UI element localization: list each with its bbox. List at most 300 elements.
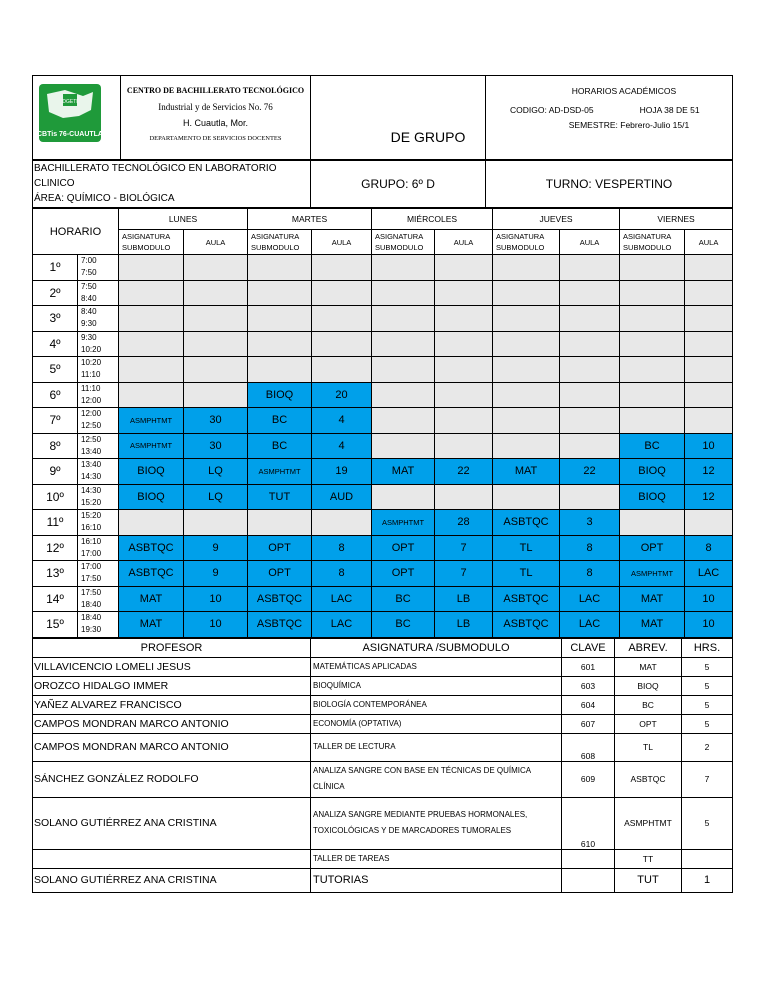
shift-label: TURNO: VESPERTINO: [486, 161, 733, 208]
teacher-row: [33, 695, 733, 714]
subject-name: ANALIZA SANGRE CON BASE EN TÉCNICAS DE QUÍMICA CLÍNICA: [311, 761, 562, 797]
end-time: 9:30: [81, 319, 97, 329]
teacher-name: SÁNCHEZ GONZÁLEZ RODOLFO: [33, 761, 311, 797]
room-cell: [685, 357, 733, 383]
institution-line2: Industrial y de Servicios No. 76: [158, 102, 273, 112]
room-cell: 20: [312, 382, 372, 408]
submodule-label: SUBMODULO: [623, 243, 672, 252]
subject-cell: OPT: [372, 561, 435, 587]
room-cell: [184, 382, 248, 408]
subject-cell: [248, 255, 312, 281]
subject-cell: TUT: [248, 484, 312, 510]
start-time: 7:50: [81, 281, 97, 291]
period-number: 15º: [33, 612, 78, 638]
subject-cell: [620, 382, 685, 408]
room-cell: [560, 433, 620, 459]
end-time: 11:10: [81, 370, 101, 380]
day-header-lunes: LUNES: [119, 209, 248, 230]
subject-name: BIOLOGÍA CONTEMPORÁNEA: [311, 695, 562, 714]
room-cell: [435, 280, 493, 306]
subject-cell: MAT: [372, 459, 435, 485]
start-time: 15:20: [81, 511, 102, 521]
start-time: 12:50: [81, 434, 102, 444]
subject-cell: [372, 408, 435, 434]
teacher-row: [33, 868, 733, 892]
subject-cell: BC: [248, 433, 312, 459]
end-time: 15:20: [81, 497, 102, 507]
room-cell: 12: [685, 459, 733, 485]
schedule-row: [33, 306, 733, 332]
period-number: 8º: [33, 433, 78, 459]
teacher-row: [33, 676, 733, 695]
subject-abbrev: OPT: [615, 714, 682, 733]
profesor-header: PROFESOR: [33, 638, 311, 657]
subject-cell: BC: [372, 612, 435, 638]
teacher-row: [33, 761, 733, 797]
room-cell: [560, 408, 620, 434]
room-cell: 8: [685, 535, 733, 561]
teacher-name: CAMPOS MONDRAN MARCO ANTONIO: [33, 733, 311, 761]
subject-cell: ASBTQC: [493, 510, 560, 536]
subject-name: TALLER DE LECTURA: [311, 733, 562, 761]
subject-cell: [493, 331, 560, 357]
subject-cell: ASMPHTMT: [119, 408, 184, 434]
teacher-name: VILLAVICENCIO LOMELI JESUS: [33, 657, 311, 676]
subject-key: 603: [562, 676, 615, 695]
subject-cell: [119, 331, 184, 357]
room-cell: 10: [685, 612, 733, 638]
subject-label: ASIGNATURA: [122, 232, 171, 241]
horario-header: HORARIO: [33, 209, 119, 255]
subject-cell: [620, 510, 685, 536]
subject-col-header: [119, 230, 184, 255]
program-info: [33, 161, 311, 208]
room-cell: [435, 255, 493, 281]
schedule-row: [33, 280, 733, 306]
subject-key: 610: [562, 797, 615, 849]
logo-text: CBTis 76-CUAUTLA: [37, 131, 103, 138]
period-number: 5º: [33, 357, 78, 383]
room-cell: [560, 382, 620, 408]
room-cell: LB: [435, 586, 493, 612]
period-number: 3º: [33, 306, 78, 332]
period-number: 6º: [33, 382, 78, 408]
subject-cell: [493, 484, 560, 510]
room-cell: LB: [435, 612, 493, 638]
room-cell: [312, 510, 372, 536]
period-number: 13º: [33, 561, 78, 587]
room-cell: [184, 510, 248, 536]
subject-key: 609: [562, 761, 615, 797]
room-cell: LQ: [184, 484, 248, 510]
room-cell: [435, 408, 493, 434]
schedule-row: [33, 561, 733, 587]
subject-cell: ASBTQC: [248, 612, 312, 638]
start-time: 17:50: [81, 587, 102, 597]
end-time: 10:20: [81, 344, 102, 354]
aula-col-header: AULA: [560, 230, 620, 255]
period-time: [78, 586, 119, 612]
subject-col-header: [372, 230, 435, 255]
room-cell: 28: [435, 510, 493, 536]
day-header-miercoles: MIÉRCOLES: [372, 209, 493, 230]
end-time: 8:40: [81, 293, 97, 303]
period-number: 11º: [33, 510, 78, 536]
teacher-row: [33, 797, 733, 849]
subject-hours: 1: [682, 868, 733, 892]
room-cell: 10: [685, 586, 733, 612]
period-time: [78, 510, 119, 536]
period-time: [78, 280, 119, 306]
teachers-body: [33, 657, 733, 892]
period-time: [78, 331, 119, 357]
subject-cell: OPT: [620, 535, 685, 561]
subject-cell: [620, 357, 685, 383]
subject-label: ASIGNATURA: [251, 232, 300, 241]
day-header-jueves: JUEVES: [493, 209, 620, 230]
submodule-label: SUBMODULO: [375, 243, 424, 252]
room-cell: [312, 357, 372, 383]
subject-cell: BC: [248, 408, 312, 434]
submodule-label: SUBMODULO: [251, 243, 300, 252]
aula-col-header: AULA: [312, 230, 372, 255]
room-cell: [435, 433, 493, 459]
logo-cell: [33, 76, 121, 160]
subject-name: ANALIZA SANGRE MEDIANTE PRUEBAS HORMONALES, TOXICOLÓGICAS Y DE MARCADORES TUMORALES: [311, 797, 562, 849]
start-time: 8:40: [81, 307, 97, 317]
aula-col-header: AULA: [184, 230, 248, 255]
teacher-name: SOLANO GUTIÉRREZ ANA CRISTINA: [33, 868, 311, 892]
abrev-header: ABREV.: [615, 638, 682, 657]
subject-cell: BIOQ: [248, 382, 312, 408]
subject-abbrev: BC: [615, 695, 682, 714]
room-cell: [184, 255, 248, 281]
day-header-viernes: VIERNES: [620, 209, 733, 230]
subject-cell: [248, 280, 312, 306]
room-cell: 4: [312, 433, 372, 459]
subject-cell: TL: [493, 535, 560, 561]
subject-cell: [372, 331, 435, 357]
room-cell: [685, 382, 733, 408]
period-number: 10º: [33, 484, 78, 510]
hrs-header: HRS.: [682, 638, 733, 657]
teacher-name: [33, 849, 311, 868]
subject-col-header: [620, 230, 685, 255]
subject-cell: [493, 357, 560, 383]
schedule-row: [33, 510, 733, 536]
subject-key: 601: [562, 657, 615, 676]
start-time: 7:00: [81, 256, 97, 266]
subject-cell: [372, 484, 435, 510]
period-time: [78, 484, 119, 510]
subject-cell: [493, 280, 560, 306]
subject-name: MATEMÁTICAS APLICADAS: [311, 657, 562, 676]
period-number: 12º: [33, 535, 78, 561]
room-cell: [184, 306, 248, 332]
schedule-row: [33, 459, 733, 485]
start-time: 10:20: [81, 358, 102, 368]
schedule-row: [33, 433, 733, 459]
room-cell: 10: [184, 612, 248, 638]
subject-cell: [493, 408, 560, 434]
subject-key: 608: [562, 733, 615, 761]
teacher-row: [33, 733, 733, 761]
room-cell: [312, 306, 372, 332]
subject-cell: [493, 382, 560, 408]
room-cell: 9: [184, 561, 248, 587]
room-cell: 12: [685, 484, 733, 510]
institution-block: [121, 76, 311, 160]
subject-cell: ASMPHTMT: [620, 561, 685, 587]
schedule-row: [33, 586, 733, 612]
subject-cell: [620, 280, 685, 306]
subject-cell: BIOQ: [620, 459, 685, 485]
school-logo: [33, 76, 119, 154]
subject-key: 607: [562, 714, 615, 733]
period-time: [78, 255, 119, 281]
subject-label: ASIGNATURA: [623, 232, 672, 241]
room-cell: [685, 510, 733, 536]
institution-location: H. Cuautla, Mor.: [182, 118, 249, 128]
teacher-row: [33, 714, 733, 733]
room-cell: [560, 484, 620, 510]
subject-col-header: [493, 230, 560, 255]
teacher-name: SOLANO GUTIÉRREZ ANA CRISTINA: [33, 797, 311, 849]
subject-abbrev: ASBTQC: [615, 761, 682, 797]
teachers-table: [32, 638, 733, 893]
room-cell: [685, 408, 733, 434]
logo-badge-text: DGETI: [62, 99, 78, 105]
subject-cell: BIOQ: [119, 459, 184, 485]
room-cell: LAC: [312, 586, 372, 612]
subject-cell: OPT: [248, 535, 312, 561]
teacher-row: [33, 657, 733, 676]
subject-name: BIOQUÍMICA: [311, 676, 562, 695]
subject-cell: ASMPHTMT: [248, 459, 312, 485]
room-cell: 9: [184, 535, 248, 561]
room-cell: 8: [560, 561, 620, 587]
subject-key: 604: [562, 695, 615, 714]
title-cell: [311, 76, 486, 160]
room-cell: [312, 331, 372, 357]
period-number: 1º: [33, 255, 78, 281]
room-cell: 19: [312, 459, 372, 485]
room-cell: 8: [312, 561, 372, 587]
start-time: 9:30: [81, 332, 97, 342]
subject-cell: [248, 510, 312, 536]
room-cell: [435, 382, 493, 408]
start-time: 14:30: [81, 485, 102, 495]
subject-cell: MAT: [119, 586, 184, 612]
subject-cell: [493, 433, 560, 459]
aula-col-header: AULA: [685, 230, 733, 255]
subject-abbrev: TUT: [615, 868, 682, 892]
schedule-row: [33, 484, 733, 510]
room-cell: LAC: [560, 612, 620, 638]
room-cell: 8: [560, 535, 620, 561]
period-time: [78, 561, 119, 587]
subject-abbrev: MAT: [615, 657, 682, 676]
schedule-row: [33, 255, 733, 281]
end-time: 16:10: [81, 523, 102, 533]
subject-abbrev: TL: [615, 733, 682, 761]
room-cell: [560, 357, 620, 383]
end-time: 7:50: [81, 268, 97, 278]
start-time: 11:10: [81, 383, 101, 393]
subject-hours: 5: [682, 695, 733, 714]
period-time: [78, 408, 119, 434]
subject-cell: ASBTQC: [248, 586, 312, 612]
period-number: 9º: [33, 459, 78, 485]
program-area: ÁREA: QUÍMICO - BIOLÓGICA: [34, 193, 175, 204]
end-time: 13:40: [81, 446, 102, 456]
subject-cell: [372, 433, 435, 459]
subject-cell: MAT: [493, 459, 560, 485]
room-cell: [184, 331, 248, 357]
teacher-name: OROZCO HIDALGO IMMER: [33, 676, 311, 695]
start-time: 18:40: [81, 613, 102, 623]
subject-cell: [372, 280, 435, 306]
subject-cell: ASBTQC: [119, 561, 184, 587]
end-time: 12:50: [81, 421, 102, 431]
subject-cell: [372, 255, 435, 281]
room-cell: [184, 357, 248, 383]
room-cell: AUD: [312, 484, 372, 510]
room-cell: LAC: [685, 561, 733, 587]
room-cell: 8: [312, 535, 372, 561]
clave-header: CLAVE: [562, 638, 615, 657]
room-cell: [685, 306, 733, 332]
room-cell: 10: [685, 433, 733, 459]
room-cell: [312, 280, 372, 306]
subject-cell: OPT: [248, 561, 312, 587]
subject-cell: ASMPHTMT: [372, 510, 435, 536]
room-cell: 3: [560, 510, 620, 536]
subject-cell: [119, 382, 184, 408]
room-cell: [560, 331, 620, 357]
end-time: 12:00: [81, 395, 102, 405]
subject-cell: MAT: [119, 612, 184, 638]
period-time: [78, 612, 119, 638]
start-time: 13:40: [81, 460, 102, 470]
subject-cell: BC: [620, 433, 685, 459]
subject-cell: BIOQ: [620, 484, 685, 510]
schedule-table: [32, 208, 733, 638]
subject-cell: [119, 255, 184, 281]
subject-hours: 5: [682, 676, 733, 695]
period-time: [78, 459, 119, 485]
subject-cell: [248, 306, 312, 332]
room-cell: [435, 357, 493, 383]
end-time: 18:40: [81, 599, 102, 609]
period-number: 2º: [33, 280, 78, 306]
subject-cell: [119, 280, 184, 306]
schedule-row: [33, 612, 733, 638]
header-table: [32, 75, 733, 160]
schedule-body: [33, 255, 733, 638]
meta-title: HORARIOS ACADÉMICOS: [571, 86, 677, 96]
document-code: CODIGO: AD-DSD-05: [510, 105, 594, 115]
period-number: 14º: [33, 586, 78, 612]
room-cell: 7: [435, 535, 493, 561]
room-cell: [184, 280, 248, 306]
document-title: DE GRUPO: [390, 129, 466, 145]
program-line-2: CLINICO: [34, 178, 75, 189]
subject-hours: 7: [682, 761, 733, 797]
room-cell: 7: [435, 561, 493, 587]
schedule-row: [33, 357, 733, 383]
period-time: [78, 535, 119, 561]
group-info-table: [32, 160, 733, 208]
subject-cell: ASBTQC: [493, 586, 560, 612]
subject-cell: OPT: [372, 535, 435, 561]
program-line-1: BACHILLERATO TECNOLÓGICO EN LABORATORIO: [34, 163, 277, 174]
subject-cell: [493, 306, 560, 332]
end-time: 17:50: [81, 574, 102, 584]
room-cell: [685, 255, 733, 281]
subject-cell: ASMPHTMT: [119, 433, 184, 459]
day-header-martes: MARTES: [248, 209, 372, 230]
asignatura-header: ASIGNATURA /SUBMODULO: [311, 638, 562, 657]
schedule-page: [32, 75, 732, 893]
subject-cell: MAT: [620, 586, 685, 612]
subject-abbrev: TT: [615, 849, 682, 868]
subject-cell: BC: [372, 586, 435, 612]
room-cell: LAC: [560, 586, 620, 612]
subject-cell: ASBTQC: [119, 535, 184, 561]
room-cell: LAC: [312, 612, 372, 638]
subject-hours: 2: [682, 733, 733, 761]
start-time: 12:00: [81, 409, 102, 419]
subject-key: [562, 868, 615, 892]
subject-hours: 5: [682, 657, 733, 676]
teacher-row: [33, 849, 733, 868]
group-label: GRUPO: 6º D: [311, 161, 486, 208]
subject-cell: [372, 306, 435, 332]
subject-name: TUTORIAS: [311, 868, 562, 892]
end-time: 19:30: [81, 625, 102, 635]
subject-hours: 5: [682, 797, 733, 849]
room-cell: [312, 255, 372, 281]
room-cell: [560, 306, 620, 332]
schedule-row: [33, 535, 733, 561]
subject-hours: 5: [682, 714, 733, 733]
period-time: [78, 433, 119, 459]
subject-label: ASIGNATURA: [496, 232, 545, 241]
subject-cell: MAT: [620, 612, 685, 638]
subject-cell: BIOQ: [119, 484, 184, 510]
document-meta: [486, 76, 733, 160]
subject-cell: [493, 255, 560, 281]
period-time: [78, 306, 119, 332]
subject-cell: [620, 408, 685, 434]
room-cell: [560, 280, 620, 306]
subject-col-header: [248, 230, 312, 255]
subject-name: ECONOMÍA (OPTATIVA): [311, 714, 562, 733]
sheet-number: HOJA 38 DE 51: [639, 105, 700, 115]
period-time: [78, 357, 119, 383]
subject-name: TALLER DE TAREAS: [311, 849, 562, 868]
subject-cell: [620, 255, 685, 281]
teacher-name: YAÑEZ ALVAREZ FRANCISCO: [33, 695, 311, 714]
room-cell: LQ: [184, 459, 248, 485]
institution-name: CENTRO DE BACHILLERATO TECNOLÓGICO: [126, 86, 305, 95]
subject-cell: [119, 357, 184, 383]
subject-cell: [620, 331, 685, 357]
end-time: 17:00: [81, 548, 102, 558]
room-cell: 30: [184, 408, 248, 434]
subject-cell: [620, 306, 685, 332]
